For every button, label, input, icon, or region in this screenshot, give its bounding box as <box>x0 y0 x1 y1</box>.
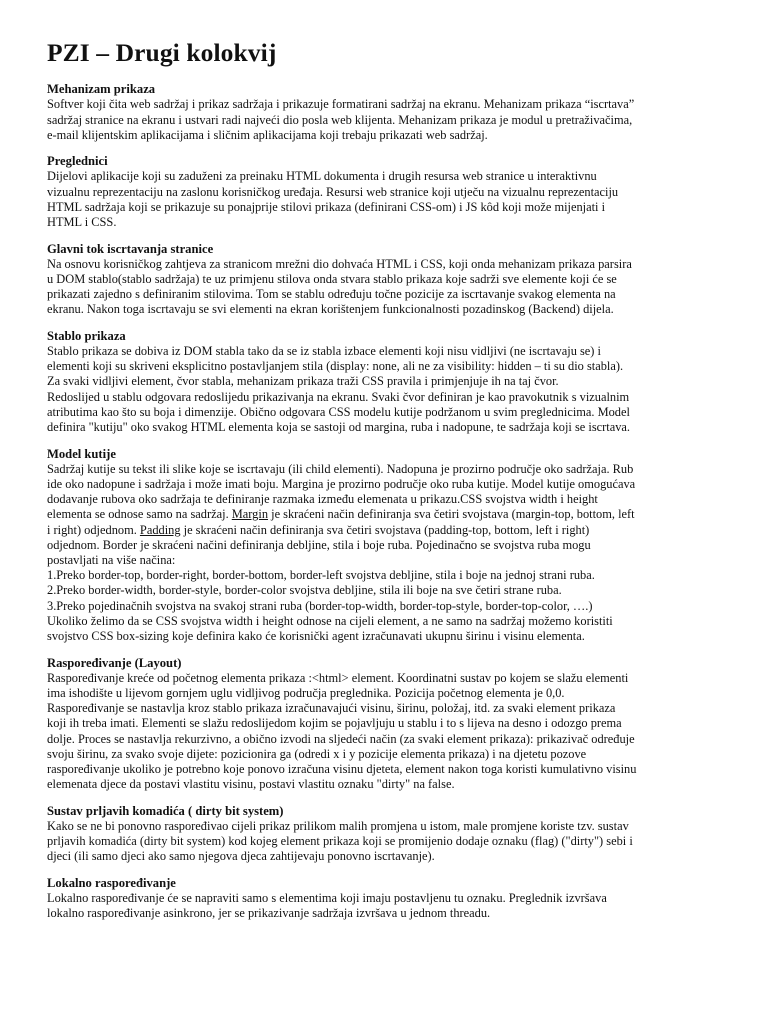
paragraph-line: Raspoređivanje kreće od početnog elementa prikaza :<html> element. Koordinatni sustav po kojem se slažu elementi <box>47 670 629 685</box>
paragraph-line: HTML i CSS. <box>47 215 117 230</box>
paragraph-line: Kako se ne bi ponovno raspoređivao cijeli prikaz prilikom malih promjena u istom, male promjene koriste tzv. sustav <box>47 818 629 833</box>
section-heading: Mehanizam prikaza <box>47 82 156 97</box>
paragraph-line: definira "kutiju" oko svakog HTML elementa koja se sastoji od margina, ruba i nadopune, te sadržaja koji se iscrtava. <box>47 420 631 435</box>
paragraph-line: elemenata djece da postavi vlastitu visinu, postavi vlastitu oznaku "dirty" na false. <box>47 777 455 792</box>
paragraph-line: 3.Preko pojedinačnih svojstva na svakoj strani ruba (border-top-width, border-top-style, border-top-color, ….) <box>47 598 593 613</box>
section-heading: Raspoređivanje (Layout) <box>47 655 182 670</box>
paragraph-line: vizualnu reprezentaciju na zaslonu korisničkog uređaja. Resursi web stranice koji utječu na vizualnu reprezentaciju <box>47 184 619 199</box>
paragraph-line: Na osnovu korisničkog zahtjeva za stranicom mrežni dio dohvaća HTML i CSS, koji onda mehanizam prikaza parsira <box>47 256 632 271</box>
underlined-term: Margin <box>231 507 269 522</box>
section <box>47 82 728 143</box>
section-heading: Lokalno raspoređivanje <box>47 875 176 890</box>
section-heading: Stablo prikaza <box>47 329 126 344</box>
paragraph-line: prljavih komadića (dirty bit system) kod kojeg element prikaza koji se promijenio dodaje oznaku (flag) ("dirty") sebi i <box>47 834 633 849</box>
paragraph-line: koji ih treba imati. Elementi se slažu redoslijedom kojim se pojavljuju u stablu i to s lijeva na desno i odozgo prema <box>47 716 622 731</box>
section-heading: Model kutije <box>47 446 116 461</box>
paragraph-line: postavljati na više načina: <box>47 552 176 567</box>
paragraph-line: ima ishodište u lijevom gornjem uglu vidljivog područja preglednika. Pozicija početnog elementa je 0,0. <box>47 685 565 700</box>
paragraph-line: HTML sadržaja koji se prikazuje su ponajprije stilovi prikaza (definirani CSS-om) i JS kôd koji može mijenjati i <box>47 199 606 214</box>
paragraph-line: svojstvo CSS box-sizing koje definira kako će korisnički agent izračunavati ukupnu širinu i visinu elementa. <box>47 629 585 643</box>
paragraph-line: odjednom. Border je skraćeni načini definiranja debljine, stila i boje ruba. Pojedinačno se svojstva ruba mogu <box>47 537 591 552</box>
section-heading: Preglednici <box>47 154 108 169</box>
paragraph-line: ide oko nadopune i sadržaja i može imati boju. Margina je prozirno područje oko ruba kutije. Model kutije omogućava <box>47 476 636 491</box>
section <box>47 447 728 644</box>
paragraph-line: elementi koji su skriveni eksplicitno postavljanjem stila (display: none, ali ne za visibility: hidden – ti su dio stabla). <box>47 359 624 374</box>
paragraph-line: Dijelovi aplikacije koji su zaduženi za preinaku HTML dokumenta i drugih resursa web stranice u interaktivnu <box>47 169 597 184</box>
paragraph-line: u DOM stablo(stablo sadržaja) te uz primjenu stilova onda stvara stablo prikaza koje sadrži sve elemente koji će se <box>47 271 617 286</box>
section-heading: Glavni tok iscrtavanja stranice <box>47 241 214 256</box>
paragraph-line: Ukoliko želimo da se CSS svojstva width i height odnose na cijeli element, a ne samo na sadržaj možemo koristiti <box>47 613 613 628</box>
section <box>47 876 728 921</box>
paragraph-line: i right) odjednom. Padding je skraćeni način definiranja sva četiri svojstava (padding-top, bottom, left i right) <box>47 522 590 537</box>
paragraph-line: Softver koji čita web sadržaj i prikaz sadržaja i prikazuje formatirani sadržaj na ekranu. Mehanizam prikaza “iscrtava” <box>47 97 635 112</box>
paragraph-line: 1.Preko border-top, border-right, border-bottom, border-left svojstva debljine, stila i boje na jednoj strani ruba. <box>47 568 595 583</box>
paragraph-line: 2.Preko border-width, border-style, border-color svojstva debljine, stila ili boje na sve četiri strane ruba. <box>47 583 562 598</box>
paragraph-line: sadržaj stranice na ekranu i ustvari radi najveći dio posla web klijenta. Mehanizam prikaza je modul u pretraživačima, <box>47 112 633 127</box>
paragraph-line: Za svaki vidljivi element, čvor stabla, mehanizam prikaza traži CSS pravila i primjenjuje ih na taj čvor. <box>47 374 559 389</box>
paragraph-line: djeci (ili samo djeci ako samo njegova djeca zahtijevaju ponovno iscrtavanje). <box>47 849 435 864</box>
paragraph-line: e-mail klijentskim aplikacijama i sličnim aplikacijama koji trebaju prikazati web sadržaj. <box>47 127 488 142</box>
paragraph-line: Stablo prikaza se dobiva iz DOM stabla tako da se iz stabla izbace elementi koji nisu vidljivi (ne iscrtavaju se) i <box>47 344 601 359</box>
paragraph-line: Sadržaj kutije su tekst ili slike koje se iscrtavaju (ili child elementi). Nadopuna je prozirno područje oko sadržaja. Rub <box>47 461 634 476</box>
paragraph-line: atributima kao što su boja i dimenzije. Obično odgovara CSS modelu kutije podržanom u svim preglednicima. Model <box>47 404 630 419</box>
section <box>47 804 728 865</box>
paragraph-line: dolje. Proces se nastavlja rekurzivno, a obično izvodi na sljedeći način (za svaki element prikaza): prikazivač određuje <box>47 731 635 746</box>
document-body <box>47 82 728 921</box>
paragraph-line: lokalno raspoređivanje asinkrono, jer se prikazivanje sadržaja izvršava u jednom threadu. <box>47 906 491 921</box>
section <box>47 242 728 318</box>
paragraph-line: ekranu. Nakon toga iscrtavaju se svi elementi na ekran korištenjem funkcionalnosti pozadinskog (Backend) dijela. <box>47 302 614 317</box>
paragraph-line: elementa se odnose samo na sadržaj. Margin je skraćeni način definiranja sva četiri svojstava (margin-top, bottom, left <box>47 507 635 522</box>
paragraph-line: Lokalno raspoređivanje će se napraviti samo s elementima koji imaju postavljenu tu oznaku. Preglednik izvršava <box>47 890 607 905</box>
paragraph-line: raspoređivanje ukoliko je potrebno koje ponovo izračuna visinu djeteta, element nakon toga koristi kumulativno visinu <box>47 761 637 776</box>
page-title: PZI – Drugi kolokvij <box>47 38 277 67</box>
paragraph-line: prikazati zajedno s definiranim stilovima. Tom se stablu određuju točne pozicije za iscrtavanje svakog elementa na <box>47 287 616 302</box>
section <box>47 656 728 793</box>
paragraph-line: svoju širinu, za svako svoje dijete: pozicionira ga (odredi x i y pozicije elementa prikaza) i na djetetu pozove <box>47 746 587 761</box>
section <box>47 329 728 435</box>
section-heading: Sustav prljavih komadića ( dirty bit system) <box>47 803 284 818</box>
paragraph-line: dodavanje rubova oko sadržaja te definiranje razmaka između elemenata u prikazu.CSS svojstva width i height <box>47 492 598 507</box>
paragraph-line: Redoslijed u stablu odgovara redoslijedu prikazivanja na ekranu. Svaki čvor definiran je kao pravokutnik s vizualnim <box>47 389 630 404</box>
underlined-term: Padding <box>139 522 181 537</box>
paragraph-line: Raspoređivanje se nastavlja kroz stablo prikaza izračunavajući visinu, širinu, položaj, itd. za svaki element prikaza <box>47 701 616 716</box>
section <box>47 154 728 230</box>
